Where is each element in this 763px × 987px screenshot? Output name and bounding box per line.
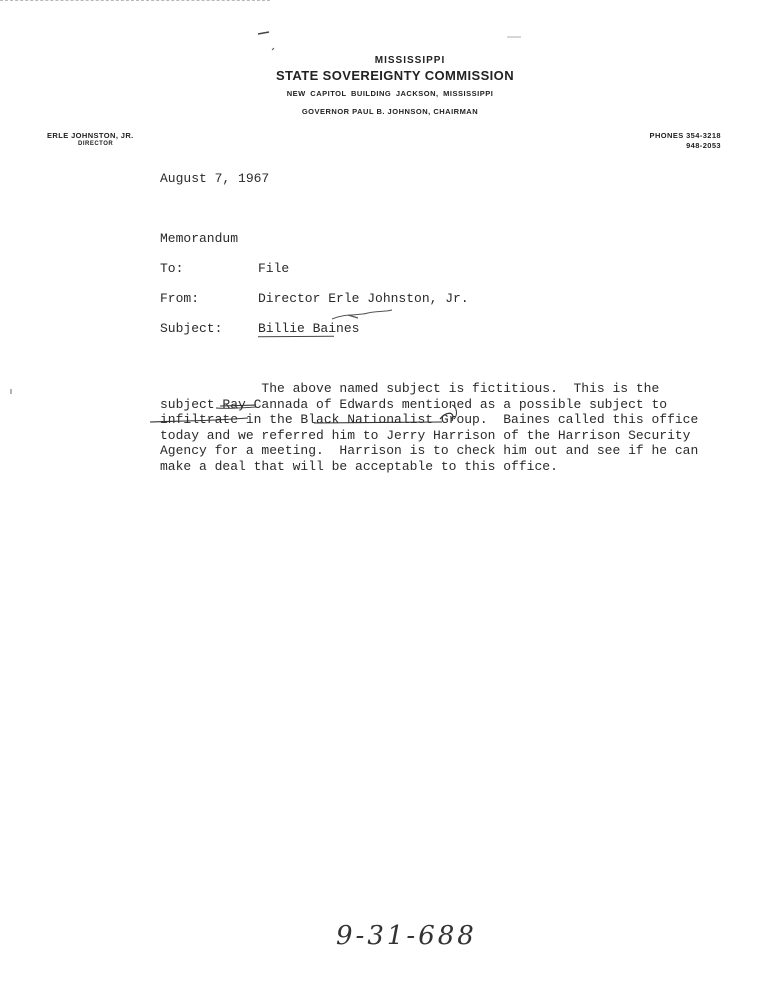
- from-label: From:: [160, 291, 200, 306]
- scan-speck-marks: [255, 28, 525, 58]
- subject-value: Billie Baines: [258, 321, 360, 336]
- body-pen-underlines: [150, 395, 710, 445]
- letterhead-address: NEW CAPITOL BUILDING JACKSON, MISSISSIPPI: [286, 89, 494, 98]
- subject-underline-mark: [258, 336, 334, 338]
- margin-speck: [8, 388, 14, 396]
- to-label: To:: [160, 261, 184, 276]
- letterhead-state: MISSISSIPPI: [374, 55, 446, 66]
- from-value: Director Erle Johnston, Jr.: [258, 291, 469, 306]
- letterhead-commission: STATE SOVEREIGNTY COMMISSION: [275, 68, 514, 83]
- letterhead-director-title: DIRECTOR: [78, 141, 114, 147]
- subject-label: Subject:: [160, 321, 223, 336]
- handwritten-file-reference: 9-31-688: [336, 921, 477, 951]
- memo-heading: Memorandum: [160, 231, 239, 246]
- subject-pen-mark: [328, 307, 398, 323]
- memo-date: August 7, 1967: [160, 171, 270, 186]
- letterhead-phone-line1: PHONES 354-3218: [649, 131, 721, 140]
- letterhead-director-name: ERLE JOHNSTON, JR.: [47, 131, 134, 140]
- letterhead-governor: GOVERNOR PAUL B. JOHNSON, CHAIRMAN: [301, 107, 479, 116]
- letterhead-phone-line2: 948-2053: [686, 141, 721, 150]
- to-value: File: [258, 261, 290, 276]
- scan-edge-dashes: [0, 0, 270, 2]
- memo-body: The above named subject is fictitious. This is the subject Ray Cannada of Edwards mentioned as a possible subject to infiltrate in the Black Nationalist Group. Baines called this office today and we referred him to Jerry Harrison of the Harrison Security Agency for a meeting. Harrison is to check him out and see if he can make a deal that will be acceptable to this office.: [160, 381, 699, 474]
